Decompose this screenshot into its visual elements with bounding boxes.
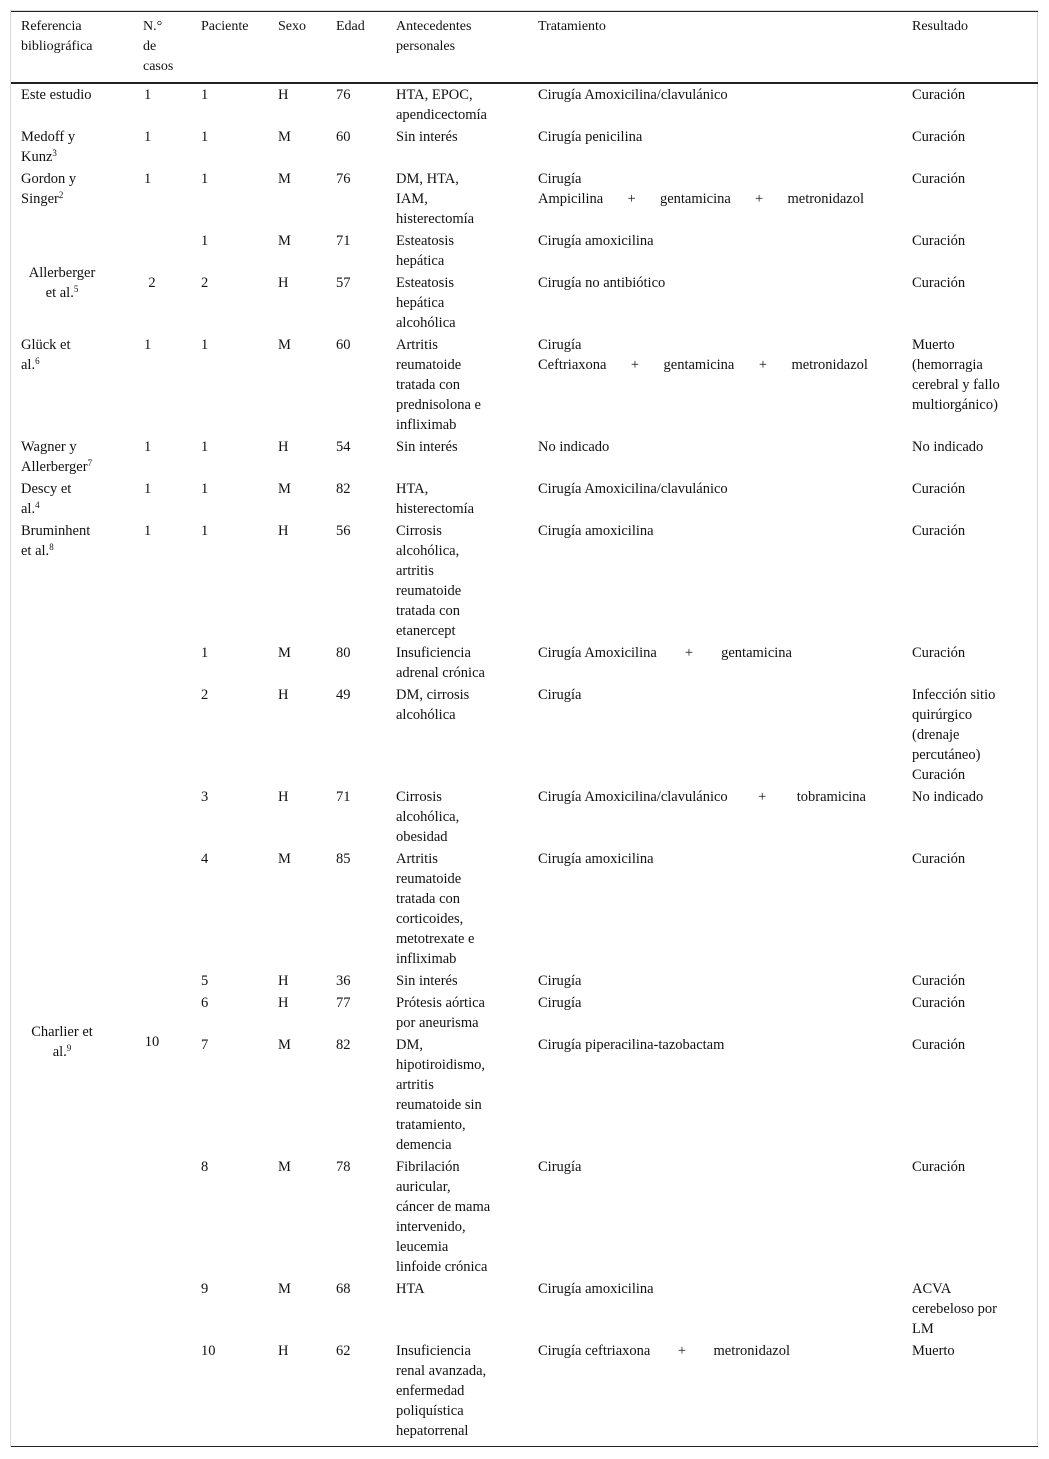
cell-tratamiento: Cirugía [538,1159,582,1175]
cell-paciente: 2 [201,275,209,291]
cell-resultado: Curación [912,171,966,187]
cell-edad: 80 [336,645,351,661]
cell-edad: 82 [336,481,351,497]
cell-sexo: M [278,1159,291,1175]
cell-tratamiento: Cirugía Amoxicilina/clavulánico + tobramicina [538,789,866,805]
ncasos-wagner: 1 [144,439,152,455]
cell-antecedentes: HTA, histerectomía [396,481,475,517]
cell-sexo: M [278,645,291,661]
cell-resultado: Curación [912,129,966,145]
cell-sexo: H [278,439,289,455]
cell-resultado: Curación [912,275,966,291]
cell-tratamiento: Cirugía amoxicilina [538,523,654,539]
cell-sexo: M [278,337,291,353]
cell-tratamiento: Cirugía amoxicilina [538,233,654,249]
cell-resultado: Infección sitio quirúrgico (drenaje percutáneo) Curación [912,687,996,783]
ref-descy: Descy et al.$^4$ [21,481,72,517]
cell-resultado: Curación [912,995,966,1011]
cell-antecedentes: Cirrosis alcohólica, obesidad [396,789,460,845]
cell-edad: 71 [336,233,351,249]
cell-antecedentes: HTA [396,1281,425,1297]
ref-este-estudio: Este estudio [21,87,92,103]
cell-antecedentes: Prótesis aórtica por aneurisma [396,995,485,1031]
cell-edad: 68 [336,1281,351,1297]
cell-sexo: M [278,1281,291,1297]
cell-paciente: 6 [201,995,209,1011]
ncasos-charlier: 10 [144,1034,160,1050]
cell-tratamiento: Cirugía penicilina [538,129,643,145]
cell-edad: 60 [336,129,351,145]
cell-antecedentes: HTA, EPOC, apendicectomía [396,87,487,123]
cell-antecedentes: Sin interés [396,439,458,455]
cell-tratamiento: No indicado [538,439,610,455]
cell-paciente: 7 [201,1037,209,1053]
cell-tratamiento: Cirugía [538,973,582,989]
ref-gluck: Glück et al.$^6$ [21,337,71,373]
header-edad: Edad [336,19,365,34]
cell-resultado: ACVA cerebeloso por LM [912,1281,997,1337]
header-sexo: Sexo [278,19,306,34]
table-bottom-rule [11,1446,1038,1447]
cell-sexo: H [278,1343,289,1359]
cell-paciente: 2 [201,687,209,703]
cell-sexo: M [278,481,291,497]
header-paciente: Paciente [201,19,249,34]
header-referencia: Referencia bibliográfica [21,19,93,54]
ncasos-allerberger: 2 [148,275,156,291]
cell-tratamiento: Cirugía amoxicilina [538,851,654,867]
cell-resultado: Curación [912,1037,966,1053]
cell-resultado: Curación [912,233,966,249]
cell-resultado: Curación [912,973,966,989]
header-tratamiento: Tratamiento [538,19,606,34]
ref-bruminhent: Bruminhent et al.$^8$ [21,523,91,559]
cell-paciente: 1 [201,233,209,249]
cell-antecedentes: Artritis reumatoide tratada con corticoides, metotrexate e infliximab [396,851,475,967]
cell-antecedentes: Esteatosis hepática [396,233,454,269]
cell-resultado: Curación [912,523,966,539]
cell-paciente: 5 [201,973,209,989]
cell-edad: 54 [336,439,351,455]
ref-gordon-singer: Gordon y Singer$^2$ [21,171,77,207]
cell-antecedentes: Insuficiencia adrenal crónica [396,645,485,681]
cell-paciente: 1 [201,481,209,497]
cell-tratamiento: Cirugía [538,687,582,703]
cell-edad: 36 [336,973,351,989]
cell-antecedentes: DM, hipotiroidismo, artritis reumatoide sin tratamiento, demencia [396,1037,486,1153]
cell-antecedentes: Insuficiencia renal avanzada, enfermedad poliquística hepatorrenal [396,1343,487,1439]
cell-paciente: 1 [201,171,209,187]
header-resultado: Resultado [912,19,968,34]
cell-paciente: 1 [201,439,209,455]
ref-allerberger: Allerberger et al.$^5$ [28,265,96,301]
cell-tratamiento: Cirugía piperacilina-tazobactam [538,1037,725,1053]
cell-paciente: 9 [201,1281,209,1297]
cell-resultado: Muerto [912,1343,955,1359]
ncasos-gordon: 1 [144,171,152,187]
ref-medoff-kunz: Medoff y Kunz$^3$ [21,129,76,165]
cell-tratamiento: Cirugía no antibiótico [538,275,666,291]
cell-paciente: 4 [201,851,209,867]
cell-sexo: H [278,687,289,703]
ref-charlier: Charlier et al.$^9$ [31,1024,93,1060]
table-top-rule [11,11,1038,12]
cell-resultado: Muerto (hemorragia cerebral y fallo multiorgánico) [912,337,1000,413]
cell-antecedentes: DM, HTA, IAM, histerectomía [396,171,475,227]
cell-sexo: H [278,995,289,1011]
cell-sexo: M [278,171,291,187]
ncasos-bruminhent: 1 [144,523,152,539]
cell-paciente: 1 [201,129,209,145]
cell-sexo: H [278,275,289,291]
table-header-rule [11,82,1038,84]
cell-antecedentes: Artritis reumatoide tratada con prednisolona e infliximab [396,337,481,433]
cell-paciente: 3 [201,789,209,805]
cell-tratamiento: Cirugía ceftriaxona + metronidazol [538,1343,790,1359]
cell-antecedentes: DM, cirrosis alcohólica [396,687,470,723]
cell-tratamiento: Cirugía Amoxicilina/clavulánico [538,481,728,497]
cell-tratamiento-line1: Cirugía [538,337,582,353]
cell-antecedentes: Sin interés [396,973,458,989]
cell-paciente: 10 [201,1343,216,1359]
cell-sexo: M [278,851,291,867]
cell-resultado: Curación [912,87,966,103]
header-n-casos: N.° de casos [143,19,174,74]
cell-sexo: M [278,1037,291,1053]
cell-antecedentes: Esteatosis hepática alcohólica [396,275,456,331]
cell-sexo: M [278,233,291,249]
cell-paciente: 1 [201,87,209,103]
cell-edad: 60 [336,337,351,353]
table-frame [10,10,1038,1447]
cell-sexo: H [278,789,289,805]
cell-edad: 82 [336,1037,351,1053]
cell-antecedentes: Cirrosis alcohólica, artritis reumatoide tratada con etanercept [396,523,462,639]
cell-tratamiento: Cirugía [538,995,582,1011]
ncasos-este-estudio: 1 [144,87,152,103]
cell-sexo: H [278,87,289,103]
cell-antecedentes: Sin interés [396,129,458,145]
cell-resultado: No indicado [912,789,984,805]
ncasos-medoff: 1 [144,129,152,145]
ncasos-gluck: 1 [144,337,152,353]
cell-sexo: M [278,129,291,145]
cell-sexo: H [278,523,289,539]
cell-resultado: Curación [912,645,966,661]
cell-antecedentes: Fibrilación auricular, cáncer de mama intervenido, leucemia linfoide crónica [396,1159,491,1275]
cell-resultado: No indicado [912,439,984,455]
cell-tratamiento: Cirugía Amoxicilina/clavulánico [538,87,728,103]
cell-edad: 76 [336,87,351,103]
cell-tratamiento-line2: Ceftriaxona + gentamicina + metronidazol [538,357,868,373]
cell-paciente: 1 [201,645,209,661]
cell-edad: 76 [336,171,351,187]
ncasos-descy: 1 [144,481,152,497]
cell-paciente: 8 [201,1159,209,1175]
cell-edad: 56 [336,523,351,539]
cell-paciente: 1 [201,337,209,353]
cell-edad: 85 [336,851,351,867]
cell-edad: 78 [336,1159,351,1175]
cell-resultado: Curación [912,481,966,497]
cell-resultado: Curación [912,1159,966,1175]
cell-resultado: Curación [912,851,966,867]
cell-tratamiento: Cirugía Amoxicilina + gentamicina [538,645,792,661]
ref-wagner-allerberger: Wagner y Allerberger$^7$ [21,439,93,475]
cell-tratamiento-line2: Ampicilina + gentamicina + metronidazol [538,191,864,207]
cell-sexo: H [278,973,289,989]
cell-edad: 62 [336,1343,351,1359]
header-antecedentes: Antecedentes personales [396,19,472,54]
cell-edad: 77 [336,995,351,1011]
cell-edad: 49 [336,687,351,703]
cell-tratamiento-line1: Cirugía [538,171,582,187]
cell-tratamiento: Cirugía amoxicilina [538,1281,654,1297]
cell-edad: 57 [336,275,351,291]
cell-edad: 71 [336,789,351,805]
cell-paciente: 1 [201,523,209,539]
